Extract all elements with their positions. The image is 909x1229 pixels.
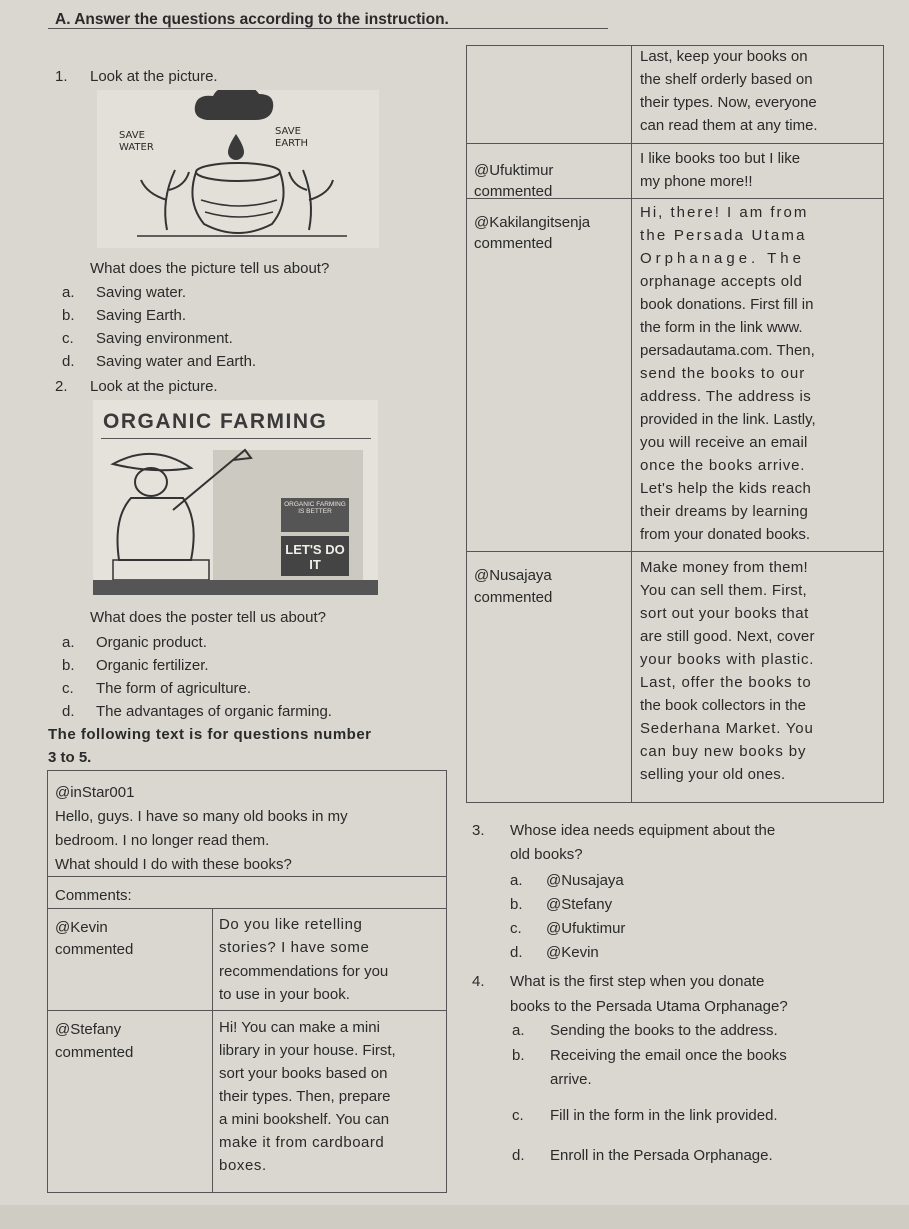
- post-line-3: What should I do with these books?: [55, 856, 292, 873]
- comment-kakilangitsenja-line-10: provided in the link. Lastly,: [640, 411, 816, 428]
- comment-nusajaya-line-3: sort out your books that: [640, 605, 809, 622]
- comment-kevin-line-3: recommendations for you: [219, 963, 389, 980]
- save-water-label: SAVE WATER: [119, 130, 154, 153]
- save-earth-label: SAVE EARTH: [275, 126, 309, 149]
- q3-option-c: @Ufuktimur: [546, 920, 626, 937]
- q1-question: What does the picture tell us about?: [90, 260, 330, 277]
- comment-nusajaya-line-1: Make money from them!: [640, 559, 809, 576]
- comment-kevin-line-1: Do you like retelling: [219, 916, 363, 933]
- q1-prompt: Look at the picture.: [90, 68, 218, 85]
- q4-option-d: Enroll in the Persada Orphanage.: [550, 1147, 773, 1164]
- comment-nusajaya-verb: commented: [474, 589, 553, 606]
- comment-kakilangitsenja-line-6: the form in the link www.: [640, 319, 803, 336]
- q2-option-b: Organic fertilizer.: [96, 657, 209, 674]
- q3-option-a-letter: a.: [510, 872, 523, 889]
- q2-prompt: Look at the picture.: [90, 378, 218, 395]
- q1-option-d: Saving water and Earth.: [96, 353, 257, 370]
- comment-stefany-line-2: library in your house. First,: [219, 1042, 396, 1059]
- comment-stefany-line-7: boxes.: [219, 1157, 267, 1174]
- q3-option-b: @Stefany: [546, 896, 613, 913]
- q2-number: 2.: [55, 378, 68, 395]
- comment-nusajaya-line-2: You can sell them. First,: [640, 582, 808, 599]
- post-line-1: Hello, guys. I have so many old books in my: [55, 808, 348, 825]
- q4-question-line-2: books to the Persada Utama Orphanage?: [510, 998, 788, 1015]
- comment-kakilangitsenja-line-8: send the books to our: [640, 365, 806, 382]
- q1-option-c-letter: c.: [62, 330, 74, 347]
- comment-kakilangitsenja-line-13: Let's help the kids reach: [640, 480, 812, 497]
- comment-kevin-line-2: stories? I have some: [219, 939, 370, 956]
- comment-stefany-verb: commented: [55, 1044, 134, 1061]
- q2-option-c-letter: c.: [62, 680, 74, 697]
- stefany-cont-divider: [466, 143, 884, 144]
- q4-number: 4.: [472, 973, 485, 990]
- comment-kevin-verb: commented: [55, 941, 134, 958]
- q4-option-d-letter: d.: [512, 1147, 525, 1164]
- q1-option-c: Saving environment.: [96, 330, 233, 347]
- q2-option-a: Organic product.: [96, 634, 207, 651]
- poster-slogan: LET'S DO IT: [285, 542, 345, 572]
- comment-stefany-handle: @Stefany: [55, 1021, 122, 1038]
- comment-stefany-line-1: Hi! You can make a mini: [219, 1019, 380, 1036]
- q3-question-line-2: old books?: [510, 846, 583, 863]
- comment-kakilangitsenja-line-3: Orphanage. The: [640, 250, 805, 267]
- q3-option-a: @Nusajaya: [546, 872, 624, 889]
- poster-rule: [101, 438, 371, 439]
- comment-kakilangitsenja-verb: commented: [474, 235, 553, 252]
- q4-option-c: Fill in the form in the link provided.: [550, 1107, 778, 1124]
- comment-stefany-cont-line-2: the shelf orderly based on: [640, 71, 813, 88]
- q1-option-a-letter: a.: [62, 284, 75, 301]
- comment-ufuktimur-handle: @Ufuktimur: [474, 162, 554, 179]
- comment-kevin-handle: @Kevin: [55, 919, 108, 936]
- section-title: A. Answer the questions according to the instruction.: [55, 11, 449, 28]
- q1-option-a: Saving water.: [96, 284, 187, 301]
- q2-question: What does the poster tell us about?: [90, 609, 326, 626]
- poster-title: ORGANIC FARMING: [103, 410, 328, 433]
- comment-stefany-line-6: make it from cardboard: [219, 1134, 385, 1151]
- post-line-2: bedroom. I no longer read them.: [55, 832, 270, 849]
- passage-intro-line-2: 3 to 5.: [48, 749, 92, 766]
- q4-option-a-letter: a.: [512, 1022, 525, 1039]
- q2-option-a-letter: a.: [62, 634, 75, 651]
- comment-nusajaya-line-8: Sederhana Market. You: [640, 720, 814, 737]
- comment-stefany-cont-line-1: Last, keep your books on: [640, 48, 808, 65]
- comment-nusajaya-line-9: can buy new books by: [640, 743, 807, 760]
- kevin-divider: [47, 1010, 447, 1011]
- comment-nusajaya-handle: @Nusajaya: [474, 567, 552, 584]
- comment-kakilangitsenja-line-7: persadautama.com. Then,: [640, 342, 815, 359]
- comment-stefany-line-3: sort your books based on: [219, 1065, 388, 1082]
- ufuktimur-divider: [466, 198, 884, 199]
- kakilangitsenja-divider: [466, 551, 884, 552]
- q2-option-d: The advantages of organic farming.: [96, 703, 332, 720]
- post-author: @inStar001: [55, 784, 135, 801]
- q4-option-c-letter: c.: [512, 1107, 524, 1124]
- q4-option-b-letter: b.: [512, 1047, 525, 1064]
- comment-kakilangitsenja-handle: @Kakilangitsenja: [474, 214, 591, 231]
- organic-farming-poster: [93, 400, 378, 595]
- q3-option-d-letter: d.: [510, 944, 523, 961]
- q3-question-line-1: Whose idea needs equipment about the: [510, 822, 776, 839]
- q2-option-d-letter: d.: [62, 703, 75, 720]
- comment-kevin-line-4: to use in your book.: [219, 986, 350, 1003]
- q2-option-c: The form of agriculture.: [96, 680, 252, 697]
- comment-nusajaya-line-10: selling your old ones.: [640, 766, 786, 783]
- comment-kakilangitsenja-line-1: Hi, there! I am from: [640, 204, 809, 221]
- comment-ufuktimur-verb: commented: [474, 183, 553, 200]
- q3-option-d: @Kevin: [546, 944, 599, 961]
- comment-kakilangitsenja-line-5: book donations. First fill in: [640, 296, 814, 313]
- q1-option-b: Saving Earth.: [96, 307, 187, 324]
- comment-nusajaya-line-5: your books with plastic.: [640, 651, 815, 668]
- comment-nusajaya-line-7: the book collectors in the: [640, 697, 806, 714]
- q1-number: 1.: [55, 68, 68, 85]
- comments-label: Comments:: [55, 887, 132, 904]
- q4-option-b-line-1: Receiving the email once the books: [550, 1047, 787, 1064]
- poster-sign: ORGANIC FARMING IS BETTER: [284, 501, 346, 515]
- comments-divider: [47, 908, 447, 909]
- page-bottom-edge: [0, 1205, 909, 1229]
- save-water-earth-illustration: [97, 90, 379, 248]
- q1-option-d-letter: d.: [62, 353, 75, 370]
- comment-stefany-line-5: a mini bookshelf. You can: [219, 1111, 390, 1128]
- comment-kakilangitsenja-line-4: orphanage accepts old: [640, 273, 803, 290]
- q4-option-a: Sending the books to the address.: [550, 1022, 778, 1039]
- comment-kakilangitsenja-line-12: once the books arrive.: [640, 457, 806, 474]
- comment-kakilangitsenja-line-15: from your donated books.: [640, 526, 811, 543]
- comment-ufuktimur-line-2: my phone more!!: [640, 173, 753, 190]
- q4-question-line-1: What is the first step when you donate: [510, 973, 765, 990]
- q3-option-c-letter: c.: [510, 920, 522, 937]
- comment-nusajaya-line-6: Last, offer the books to: [640, 674, 812, 691]
- left-column-divider: [212, 908, 213, 1193]
- comment-stefany-cont-line-3: their types. Now, everyone: [640, 94, 817, 111]
- post-divider: [47, 876, 447, 877]
- right-column-divider: [631, 45, 632, 803]
- q1-option-b-letter: b.: [62, 307, 75, 324]
- comment-nusajaya-line-4: are still good. Next, cover: [640, 628, 815, 645]
- comment-kakilangitsenja-line-9: address. The address is: [640, 388, 812, 405]
- q3-option-b-letter: b.: [510, 896, 523, 913]
- comment-ufuktimur-line-1: I like books too but I like: [640, 150, 801, 167]
- q3-number: 3.: [472, 822, 485, 839]
- comment-kakilangitsenja-line-14: their dreams by learning: [640, 503, 809, 520]
- passage-intro-line-1: The following text is for questions number: [48, 726, 372, 743]
- q4-option-b-line-2: arrive.: [550, 1071, 592, 1088]
- comment-stefany-cont-line-4: can read them at any time.: [640, 117, 818, 134]
- q2-option-b-letter: b.: [62, 657, 75, 674]
- comment-kakilangitsenja-line-11: you will receive an email: [640, 434, 808, 451]
- comment-stefany-line-4: their types. Then, prepare: [219, 1088, 391, 1105]
- comment-kakilangitsenja-line-2: the Persada Utama: [640, 227, 807, 244]
